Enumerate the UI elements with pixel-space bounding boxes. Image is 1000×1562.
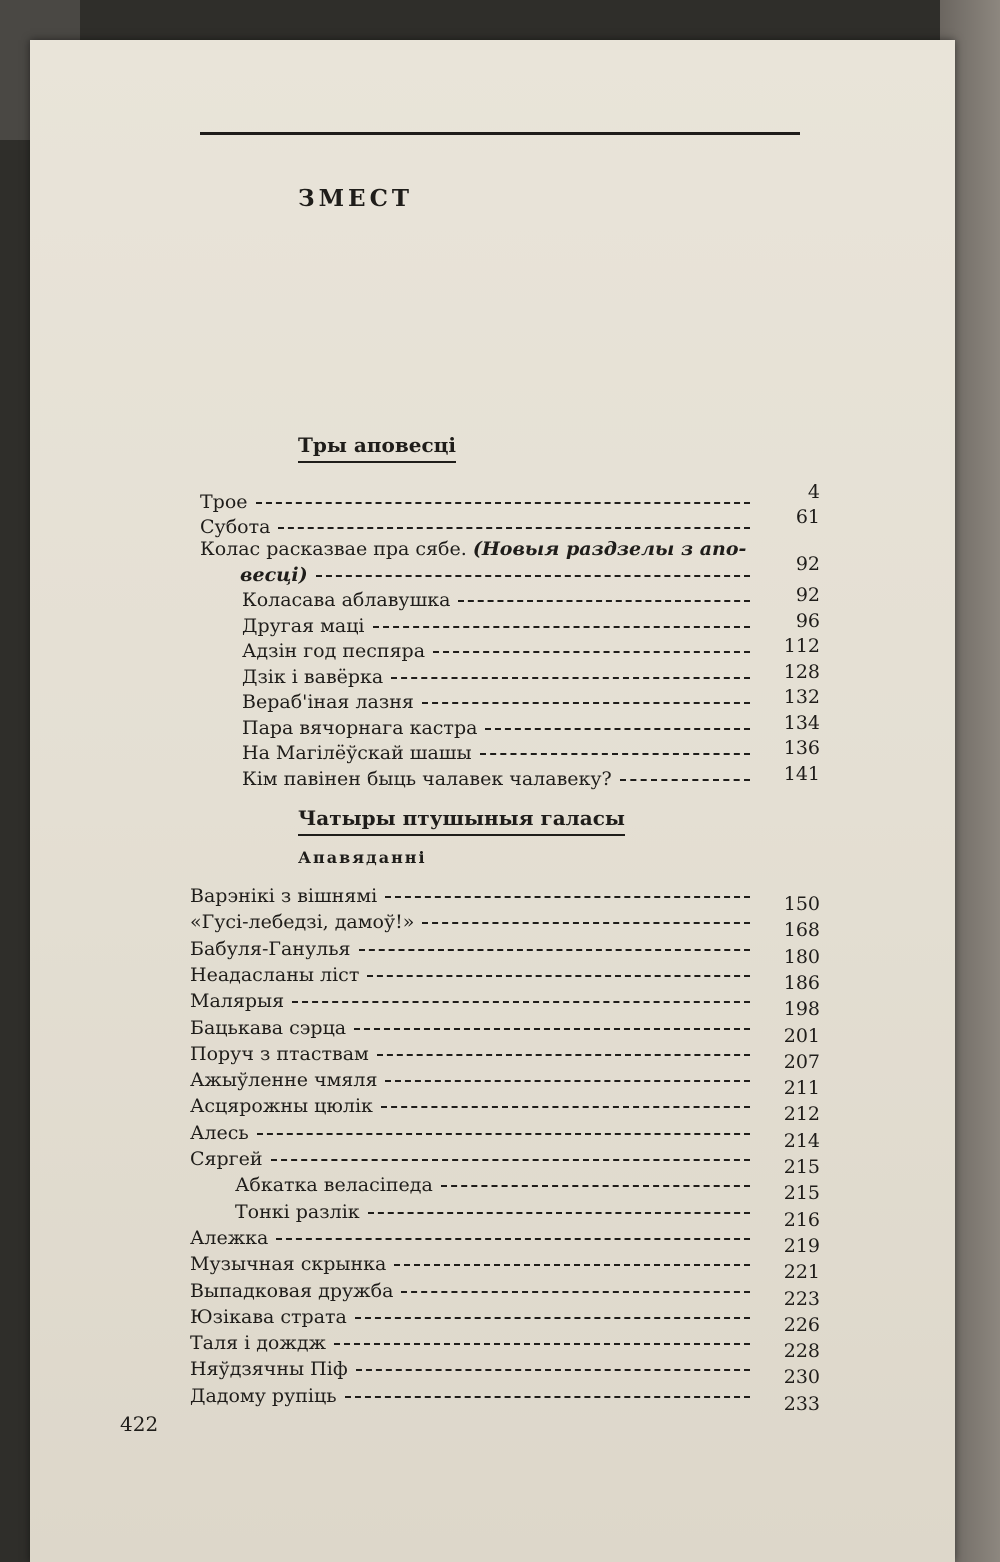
toc-entry — [242, 690, 750, 714]
toc-entry-page — [770, 736, 820, 760]
entry-page: 136 — [783, 737, 820, 759]
entry-page: 215 — [783, 1156, 820, 1178]
toc-entry — [190, 1094, 750, 1118]
leader-line — [316, 575, 750, 577]
entry-title: Кім павінен быць чалавек чалавеку? — [242, 767, 612, 790]
entry-title: На Магілёўскай шашы — [242, 742, 472, 764]
entry-title: Юзікава страта — [190, 1305, 347, 1328]
entry-title: Тонкі разлік — [235, 1200, 360, 1223]
toc-entry — [190, 1305, 750, 1329]
toc-entry-page — [770, 609, 820, 633]
leader-line — [345, 1396, 750, 1398]
leader-line — [367, 975, 750, 977]
leader-line — [385, 896, 750, 898]
leader-line — [620, 779, 750, 781]
entry-title: Пара вячорнага кастра — [242, 716, 478, 739]
entry-title: Бацькава сэрца — [190, 1016, 347, 1039]
entry-page: 168 — [783, 919, 820, 942]
toc-entry-page — [770, 762, 820, 786]
leader-line — [422, 702, 750, 704]
toc-entry-page — [770, 997, 820, 1021]
toc-entry — [200, 515, 750, 539]
page-title: ЗМЕСТ — [298, 185, 413, 212]
toc-entry — [200, 490, 750, 514]
entry-page: 4 — [807, 481, 820, 503]
entry-page: 128 — [783, 660, 820, 683]
book-page — [30, 40, 955, 1562]
leader-line — [422, 922, 750, 924]
toc-entry — [190, 1279, 750, 1303]
toc-entry-page — [770, 1024, 820, 1048]
toc-entry-page — [770, 552, 820, 576]
leader-line — [257, 1133, 750, 1135]
toc-entry-page — [770, 945, 820, 969]
entry-page: 214 — [783, 1129, 820, 1152]
leader-line — [377, 1054, 750, 1056]
toc-entry — [242, 716, 750, 740]
toc-entry-page — [770, 505, 820, 529]
toc-entry — [190, 989, 750, 1013]
entry-subtitle: (Новыя раздзелы з апо- — [472, 538, 747, 560]
entry-page: 132 — [783, 686, 820, 708]
leader-line — [355, 1317, 750, 1319]
top-rule — [200, 132, 800, 135]
kolas-entry-line1 — [200, 537, 746, 561]
toc-entry — [190, 910, 750, 934]
entry-page: 216 — [783, 1208, 820, 1231]
entry-title: Музычная скрынка — [190, 1253, 387, 1276]
leader-line — [256, 502, 750, 504]
toc-entry-page — [770, 1181, 820, 1205]
toc-entry-page — [770, 685, 820, 709]
toc-entry — [190, 1042, 750, 1066]
entry-page: 198 — [783, 998, 820, 1021]
entry-page: 219 — [783, 1234, 820, 1257]
entry-page: 150 — [783, 893, 820, 915]
leader-line — [480, 753, 750, 755]
toc-entry-page — [770, 1050, 820, 1074]
entry-title: Колас расказвае пра сябе. — [200, 538, 467, 560]
entry-title: Алесь — [190, 1121, 249, 1144]
entry-title: Няўдзячны Піф — [190, 1358, 348, 1381]
toc-entry-page — [770, 1287, 820, 1311]
toc-entry — [242, 639, 750, 663]
entry-page: 201 — [783, 1024, 820, 1047]
toc-entry — [190, 1357, 750, 1381]
toc-entry-page — [770, 892, 820, 916]
entry-title: Малярыя — [190, 990, 285, 1013]
toc-entry-page — [770, 1365, 820, 1389]
toc-entry-page — [770, 918, 820, 942]
leader-line — [334, 1343, 750, 1345]
toc-entry — [190, 1068, 750, 1092]
toc-entry-page — [770, 1208, 820, 1232]
toc-entry-page — [770, 583, 820, 607]
leader-line — [292, 1001, 750, 1003]
toc-entry-page — [770, 1129, 820, 1153]
toc-entry — [190, 1226, 750, 1250]
page-number: 422 — [120, 1412, 159, 1436]
entry-page: 228 — [783, 1340, 820, 1363]
entry-page: 207 — [783, 1050, 820, 1073]
toc-entry — [240, 563, 750, 587]
leader-line — [278, 527, 750, 529]
section-title-2: Чатыры птушыныя галасы — [298, 806, 625, 836]
entry-page: 215 — [783, 1182, 820, 1205]
entry-page: 186 — [783, 971, 820, 994]
toc-entry-page — [770, 1076, 820, 1100]
toc-entry-page — [770, 634, 820, 658]
leader-line — [391, 677, 750, 679]
leader-line — [354, 1028, 750, 1030]
entry-page: 92 — [795, 584, 820, 606]
entry-title: Дзік і вавёрка — [242, 665, 384, 688]
toc-entry — [235, 1173, 750, 1197]
entry-subtitle: весці) — [240, 564, 308, 586]
entry-page: 221 — [783, 1261, 820, 1284]
toc-entry — [242, 741, 750, 765]
toc-entry-page — [770, 480, 820, 504]
entry-title: Адзін год песпяра — [242, 640, 426, 662]
leader-line — [394, 1264, 750, 1266]
entry-title: Варэнікі з вішнямі — [190, 885, 378, 907]
entry-title: Коласава аблавушка — [242, 589, 451, 611]
entry-title: Дадому рупіць — [190, 1384, 337, 1407]
entry-title: Абкатка веласіпеда — [235, 1174, 433, 1197]
toc-entry — [190, 1016, 750, 1040]
section-subtitle: Апавяданні — [298, 848, 427, 867]
toc-entry — [190, 1121, 750, 1145]
entry-page: 226 — [783, 1313, 820, 1336]
toc-entry-page — [770, 1234, 820, 1258]
leader-line — [368, 1212, 750, 1214]
section-title-1: Тры аповесці — [298, 433, 456, 463]
toc-entry — [190, 1252, 750, 1276]
toc-entry-page — [770, 711, 820, 735]
entry-title: Сяргей — [190, 1148, 263, 1170]
entry-title: Асцярожны цюлік — [190, 1095, 373, 1118]
leader-line — [381, 1106, 750, 1108]
leader-line — [401, 1291, 750, 1293]
entry-page: 134 — [783, 711, 820, 734]
toc-entry — [242, 588, 750, 612]
toc-entry-page — [770, 1313, 820, 1337]
entry-title: Выпадковая дружба — [190, 1279, 394, 1302]
entry-page: 61 — [795, 506, 820, 528]
entry-page: 223 — [783, 1287, 820, 1310]
toc-entry — [190, 1384, 750, 1408]
entry-title: Алежка — [190, 1226, 269, 1249]
entry-page: 180 — [783, 945, 820, 968]
entry-title: Трое — [200, 491, 248, 513]
leader-line — [433, 651, 750, 653]
leader-line — [271, 1159, 750, 1161]
leader-line — [485, 728, 750, 730]
entry-page: 112 — [783, 635, 820, 657]
toc-entry — [190, 963, 750, 987]
toc-entry-page — [770, 660, 820, 684]
entry-title: Другая мацi — [242, 614, 365, 637]
toc-entry-page — [770, 1102, 820, 1126]
leader-line — [441, 1185, 750, 1187]
toc-entry-page — [770, 1339, 820, 1363]
entry-page: 96 — [795, 609, 820, 632]
toc-entry-page — [770, 1260, 820, 1284]
leader-line — [385, 1080, 750, 1082]
toc-entry — [242, 665, 750, 689]
entry-title: Ажыўленне чмяля — [190, 1069, 378, 1092]
entry-page: 230 — [783, 1366, 820, 1389]
entry-title: Субота — [200, 516, 271, 538]
entry-title: Таля і дождж — [190, 1332, 327, 1355]
leader-line — [276, 1238, 750, 1240]
entry-title: Неадасланы ліст — [190, 963, 360, 986]
entry-title: Бабуля-Ганулья — [190, 937, 351, 960]
toc-entry — [190, 884, 750, 908]
toc-entry-page — [770, 971, 820, 995]
entry-title: Вераб'іная лазня — [242, 691, 414, 713]
toc-entry-page — [770, 1392, 820, 1416]
toc-entry-page — [770, 1155, 820, 1179]
leader-line — [458, 600, 750, 602]
toc-entry — [190, 937, 750, 961]
toc-entry — [242, 614, 750, 638]
toc-entry — [190, 1147, 750, 1171]
leader-line — [373, 626, 751, 628]
entry-title: «Гусі-лебедзі, дамоў!» — [190, 911, 415, 934]
entry-title: Поруч з птаствам — [190, 1042, 369, 1065]
leader-line — [356, 1369, 750, 1371]
entry-page: 92 — [795, 553, 820, 575]
entry-page: 141 — [783, 762, 820, 785]
toc-entry — [190, 1331, 750, 1355]
toc-entry — [242, 767, 750, 791]
entry-page: 211 — [783, 1077, 820, 1100]
toc-entry — [235, 1200, 750, 1224]
entry-page: 212 — [783, 1103, 820, 1126]
entry-page: 233 — [783, 1392, 820, 1415]
leader-line — [359, 949, 750, 951]
